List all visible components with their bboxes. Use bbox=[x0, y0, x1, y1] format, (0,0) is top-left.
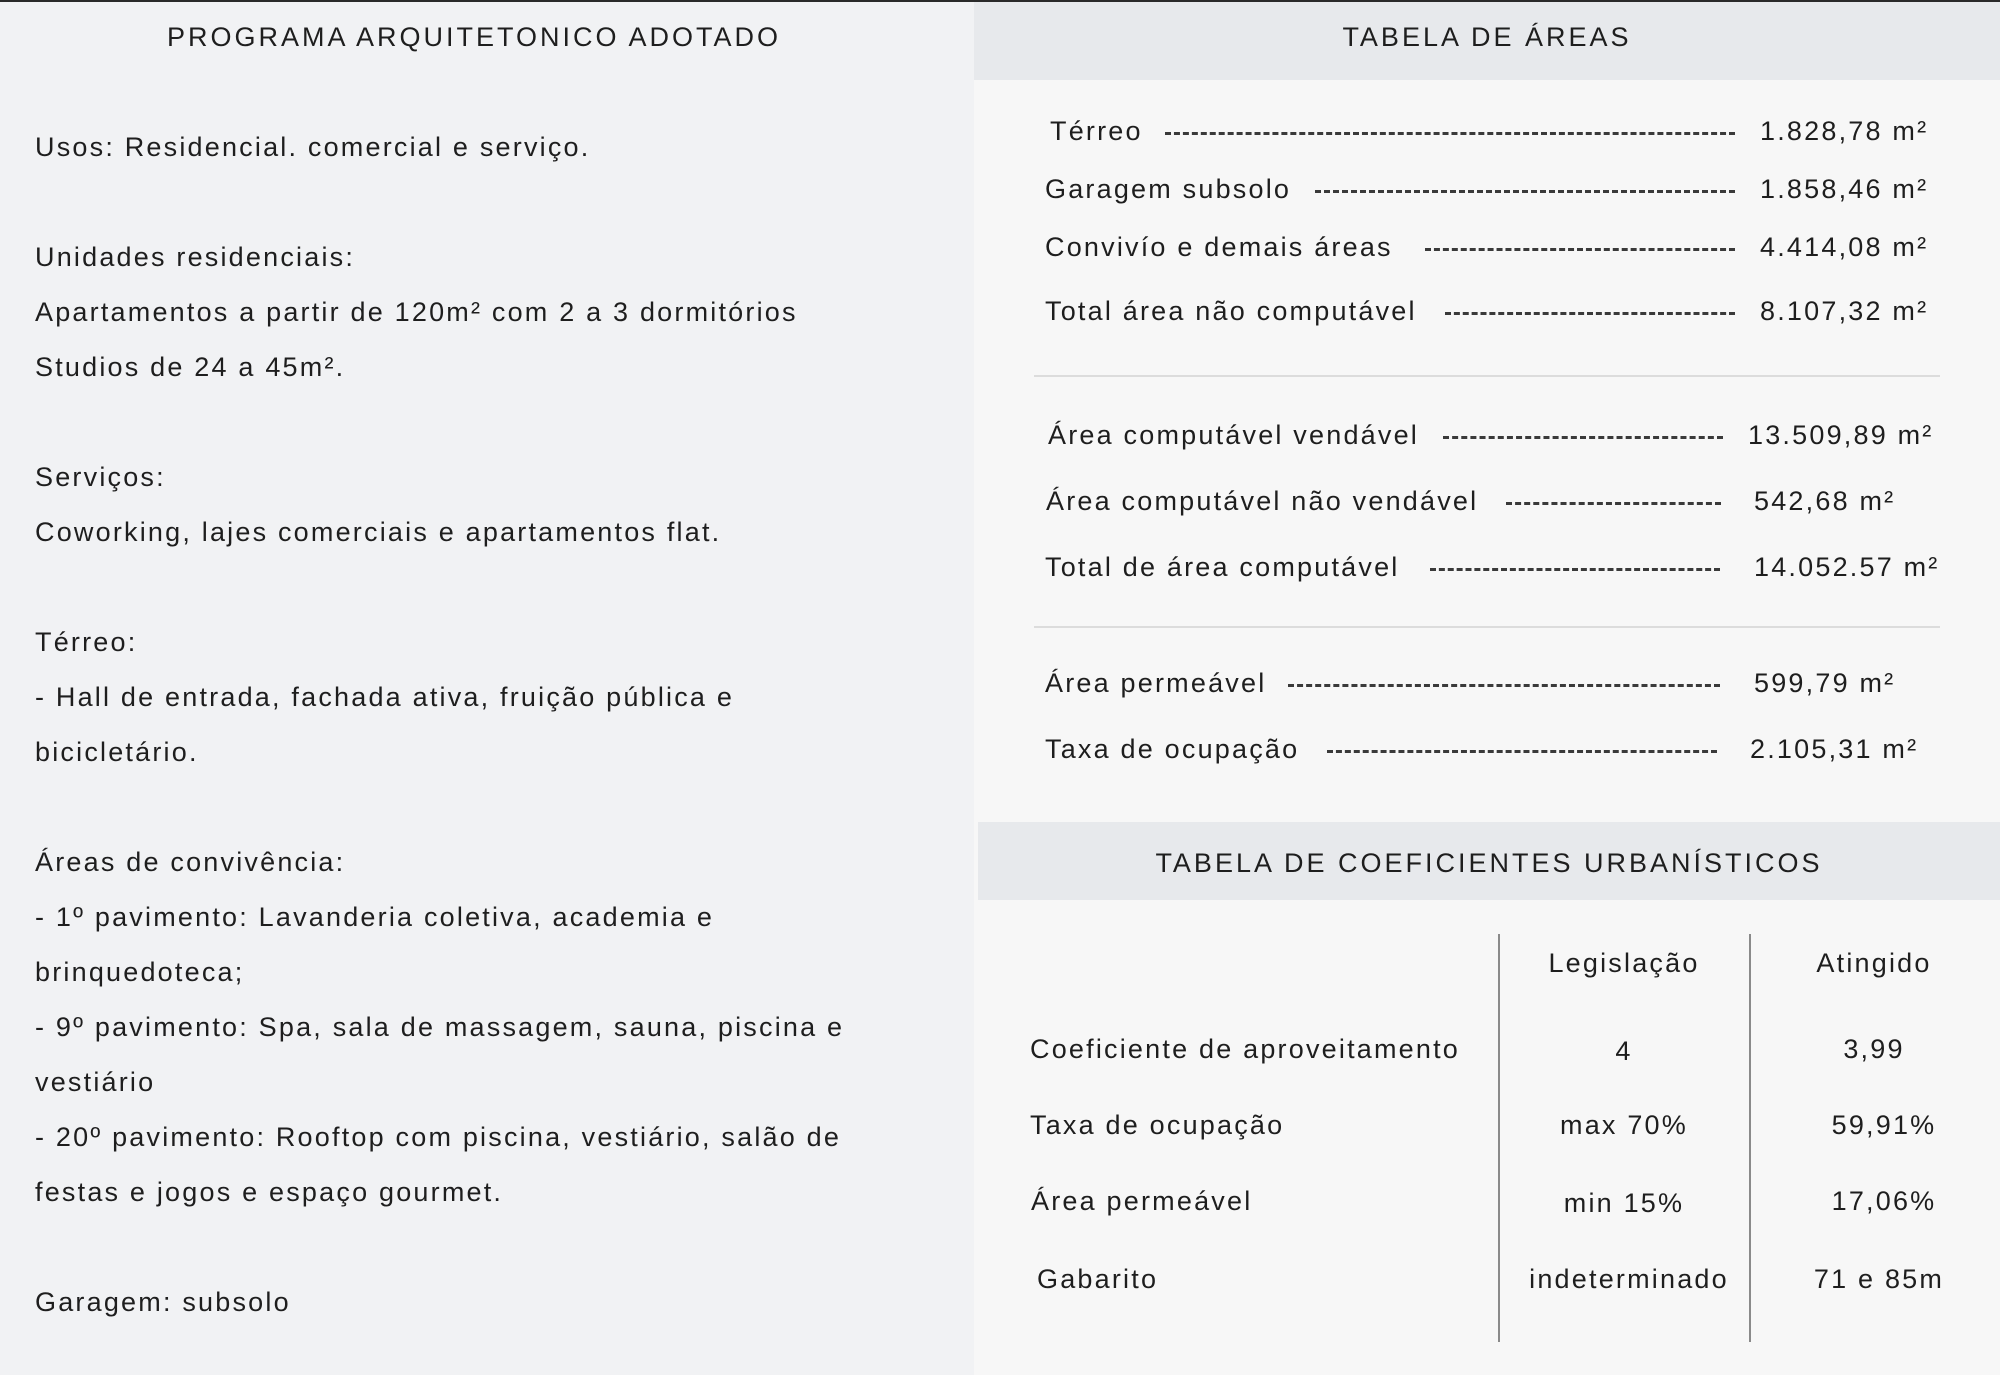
dotted-leader bbox=[1165, 132, 1735, 135]
programa-line: - Hall de entrada, fachada ativa, fruição pública e bbox=[35, 682, 735, 712]
dotted-leader bbox=[1288, 684, 1720, 687]
area-row bbox=[1045, 734, 1955, 770]
header-atingido: Atingido bbox=[1816, 948, 1932, 978]
dotted-leader bbox=[1443, 436, 1723, 439]
coef-legislacao: max 70% bbox=[1560, 1110, 1688, 1140]
area-row bbox=[1050, 116, 1950, 152]
programa-line: - 20º pavimento: Rooftop com piscina, vestiário, salão de bbox=[35, 1122, 842, 1152]
area-label: Garagem subsolo bbox=[1045, 174, 1292, 204]
separator bbox=[1034, 375, 1940, 377]
programa-title: PROGRAMA ARQUITETONICO ADOTADO bbox=[166, 22, 782, 52]
area-row bbox=[1045, 668, 1955, 704]
programa-line: Coworking, lajes comerciais e apartamentos flat. bbox=[35, 517, 722, 547]
areas-title: TABELA DE ÁREAS bbox=[1342, 22, 1632, 52]
programa-line: - 1º pavimento: Lavanderia coletiva, academia e bbox=[35, 902, 715, 932]
programa-line: brinquedoteca; bbox=[35, 957, 245, 987]
programa-panel bbox=[0, 2, 974, 1375]
areas-header bbox=[974, 2, 2000, 80]
coef-legislacao: indeterminado bbox=[1529, 1264, 1729, 1294]
programa-line: Serviços: bbox=[35, 462, 166, 492]
programa-line: Unidades residenciais: bbox=[35, 242, 356, 272]
area-value: 8.107,32 m² bbox=[1760, 296, 1929, 326]
area-label: Total de área computável bbox=[1045, 552, 1400, 582]
area-value: 1.858,46 m² bbox=[1760, 174, 1929, 204]
programa-line: - 9º pavimento: Spa, sala de massagem, sauna, piscina e bbox=[35, 1012, 845, 1042]
area-value: 599,79 m² bbox=[1754, 668, 1896, 698]
programa-line: festas e jogos e espaço gourmet. bbox=[35, 1177, 504, 1207]
coef-atingido: 71 e 85m bbox=[1813, 1264, 1945, 1294]
programa-line: Garagem: subsolo bbox=[35, 1287, 291, 1317]
coef-legislacao: min 15% bbox=[1563, 1188, 1685, 1218]
area-row bbox=[1046, 486, 1956, 522]
coef-label: Área permeável bbox=[1031, 1186, 1253, 1216]
area-row bbox=[1045, 174, 1945, 210]
area-row bbox=[1045, 296, 1945, 332]
coef-atingido: 3,99 bbox=[1843, 1034, 1905, 1064]
dotted-leader bbox=[1430, 568, 1720, 571]
area-row bbox=[1045, 552, 1955, 588]
area-value: 1.828,78 m² bbox=[1760, 116, 1929, 146]
header-legislacao: Legislação bbox=[1548, 948, 1700, 978]
separator bbox=[1034, 626, 1940, 628]
coeficientes-header bbox=[978, 822, 2000, 900]
programa-line: Apartamentos a partir de 120m² com 2 a 3 dormitórios bbox=[35, 297, 798, 327]
area-row bbox=[1048, 420, 1958, 456]
column-divider bbox=[1749, 934, 1751, 1342]
area-label: Convivío e demais áreas bbox=[1045, 232, 1393, 262]
programa-line: Usos: Residencial. comercial e serviço. bbox=[35, 132, 591, 162]
programa-line: Áreas de convivência: bbox=[35, 847, 346, 877]
area-value: 542,68 m² bbox=[1754, 486, 1896, 516]
coef-label: Taxa de ocupação bbox=[1030, 1110, 1285, 1140]
area-value: 14.052.57 m² bbox=[1754, 552, 1940, 582]
area-label: Área computável não vendável bbox=[1046, 486, 1479, 516]
area-value: 13.509,89 m² bbox=[1748, 420, 1934, 450]
dotted-leader bbox=[1327, 750, 1717, 753]
coef-atingido: 17,06% bbox=[1831, 1186, 1937, 1216]
tabelas-panel bbox=[974, 2, 2000, 1375]
programa-line: vestiário bbox=[35, 1067, 156, 1097]
coef-legislacao: 4 bbox=[1615, 1036, 1633, 1066]
dotted-leader bbox=[1506, 502, 1721, 505]
dotted-leader bbox=[1445, 312, 1735, 315]
area-label: Área computável vendável bbox=[1048, 420, 1419, 450]
coef-label: Coeficiente de aproveitamento bbox=[1030, 1034, 1461, 1064]
area-row bbox=[1045, 232, 1945, 268]
dotted-leader bbox=[1315, 190, 1735, 193]
programa-line: Térreo: bbox=[35, 627, 138, 657]
dotted-leader bbox=[1425, 248, 1735, 251]
coef-atingido: 59,91% bbox=[1831, 1110, 1937, 1140]
coef-label: Gabarito bbox=[1037, 1264, 1159, 1294]
area-label: Total área não computável bbox=[1045, 296, 1417, 326]
programa-line: Studios de 24 a 45m². bbox=[35, 352, 346, 382]
area-label: Térreo bbox=[1050, 116, 1143, 146]
area-value: 2.105,31 m² bbox=[1750, 734, 1919, 764]
column-divider bbox=[1498, 934, 1500, 1342]
programa-line: bicicletário. bbox=[35, 737, 199, 767]
area-label: Taxa de ocupação bbox=[1045, 734, 1300, 764]
area-label: Área permeável bbox=[1045, 668, 1267, 698]
area-value: 4.414,08 m² bbox=[1760, 232, 1929, 262]
coeficientes-title: TABELA DE COEFICIENTES URBANÍSTICOS bbox=[1155, 848, 1823, 878]
